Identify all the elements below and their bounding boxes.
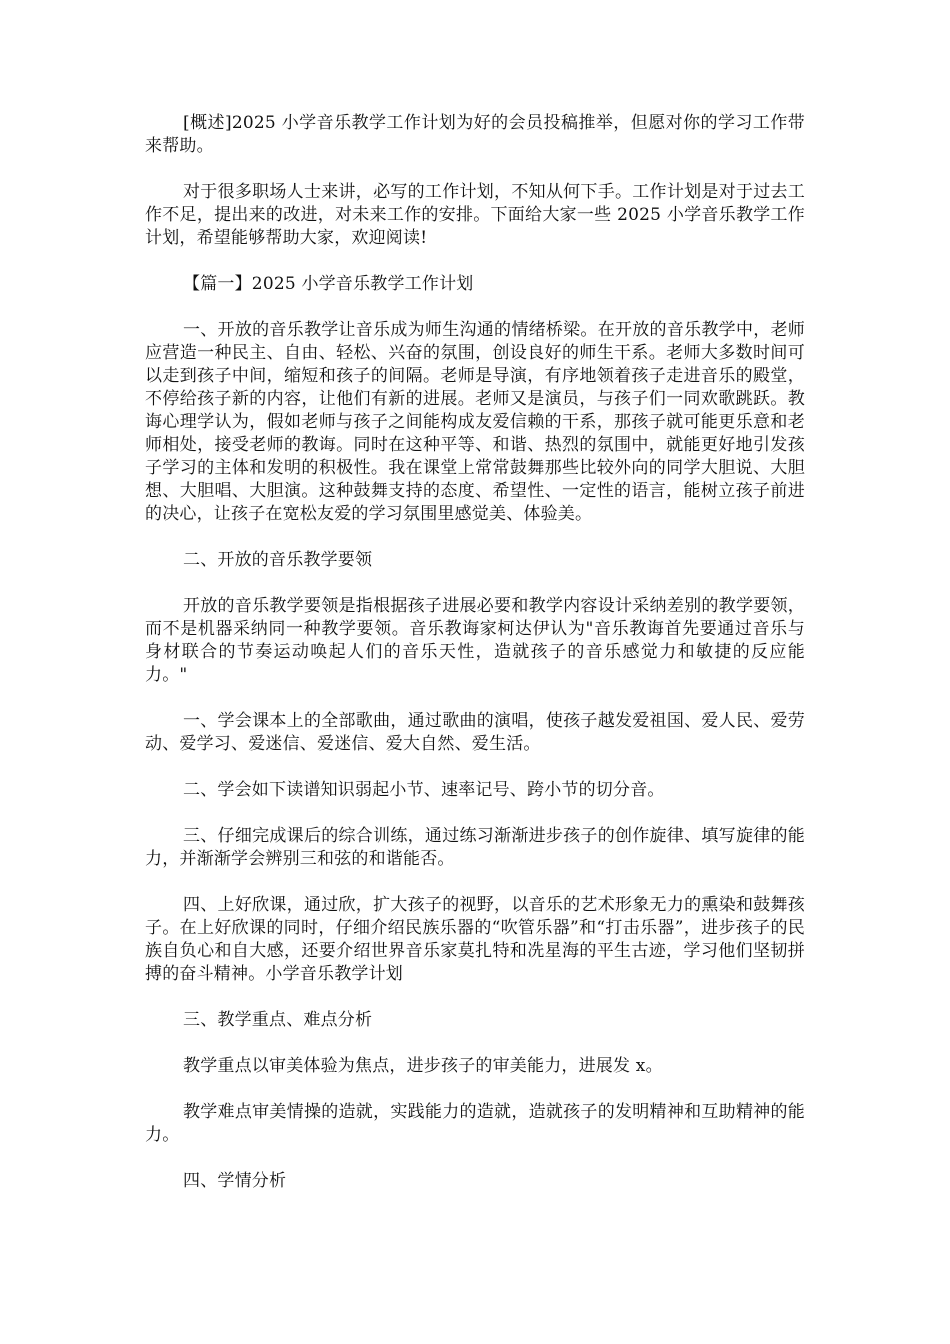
list-item-1: 一、学会课本上的全部歌曲，通过歌曲的演唱，使孩子越发爱祖国、爱人民、爱劳动、爱学习、爱迷信、爱迷信、爱大自然、爱生活。 bbox=[145, 711, 805, 754]
list-item-2: 二、学会如下读谱知识弱起小节、速率记号、跨小节的切分音。 bbox=[183, 780, 665, 800]
subheading-2: 二、开放的音乐教学要领 bbox=[183, 550, 373, 570]
document-body bbox=[145, 112, 805, 1216]
teaching-focus-paragraph: 教学重点以审美体验为焦点，进步孩子的审美能力，进展发 x。 bbox=[183, 1056, 663, 1076]
body-paragraph-2: 开放的音乐教学要领是指根据孩子进展必要和教学内容设计采纳差别的教学要领，而不是机器采纳同一种教学要领。音乐教诲家柯达伊认为"音乐教诲首先要通过音乐与身材联合的节奏运动唤起人们的音乐天性，造就孩子的音乐感觉力和敏捷的反应能力。" bbox=[145, 596, 805, 685]
subheading-4: 四、学情分析 bbox=[183, 1171, 287, 1191]
body-paragraph-1: 一、开放的音乐教学让音乐成为师生沟通的情绪桥梁。在开放的音乐教学中，老师应营造一种民主、自由、轻松、兴奋的氛围，创设良好的师生干系。老师大多数时间可以走到孩子中间，缩短和孩子的间隔。老师是导演，有序地领着孩子走进音乐的殿堂，不停给孩子新的内容，让他们有新的进展。老师又是演员，与孩子们一同欢歌跳跃。教诲心理学认为，假如老师与孩子之间能构成友爱信赖的干系，那孩子就可能更乐意和老师相处，接受老师的教诲。同时在这种平等、和谐、热烈的氛围中，就能更好地引发孩子学习的主体和发明的积极性。我在课堂上常常鼓舞那些比较外向的同学大胆说、大胆想、大胆唱、大胆演。这种鼓舞支持的态度、希望性、一定性的语言，能树立孩子前进的决心，让孩子在宽松友爱的学习氛围里感觉美、体验美。 bbox=[145, 320, 805, 524]
teaching-difficulty-paragraph: 教学难点审美情操的造就，实践能力的造就，造就孩子的发明精神和互助精神的能力。 bbox=[145, 1102, 805, 1145]
list-item-3: 三、仔细完成课后的综合训练，通过练习渐渐进步孩子的创作旋律、填写旋律的能力，并渐渐学会辨别三和弦的和谐能否。 bbox=[145, 826, 805, 869]
intro-paragraph: 对于很多职场人士来讲，必写的工作计划，不知从何下手。工作计划是对于过去工作不足，提出来的改进，对未来工作的安排。下面给大家一些 2025 小学音乐教学工作计划，希望能够帮助大家，欢迎阅读! bbox=[145, 182, 805, 248]
list-item-4: 四、上好欣课，通过欣，扩大孩子的视野，以音乐的艺术形象无力的熏染和鼓舞孩子。在上好欣课的同时，仔细介绍民族乐器的“吹管乐器”和“打击乐器”，进步孩子的民族自负心和自大感，还要介绍世界音乐家莫扎特和冼星海的平生古迹，学习他们坚韧拼搏的奋斗精神。小学音乐教学计划 bbox=[145, 895, 805, 984]
subheading-3: 三、教学重点、难点分析 bbox=[183, 1010, 373, 1030]
overview-paragraph: [概述]2025 小学音乐教学工作计划为好的会员投稿推举，但愿对你的学习工作带来帮助。 bbox=[145, 113, 805, 156]
section-title: 【篇一】2025 小学音乐教学工作计划 bbox=[183, 274, 474, 294]
